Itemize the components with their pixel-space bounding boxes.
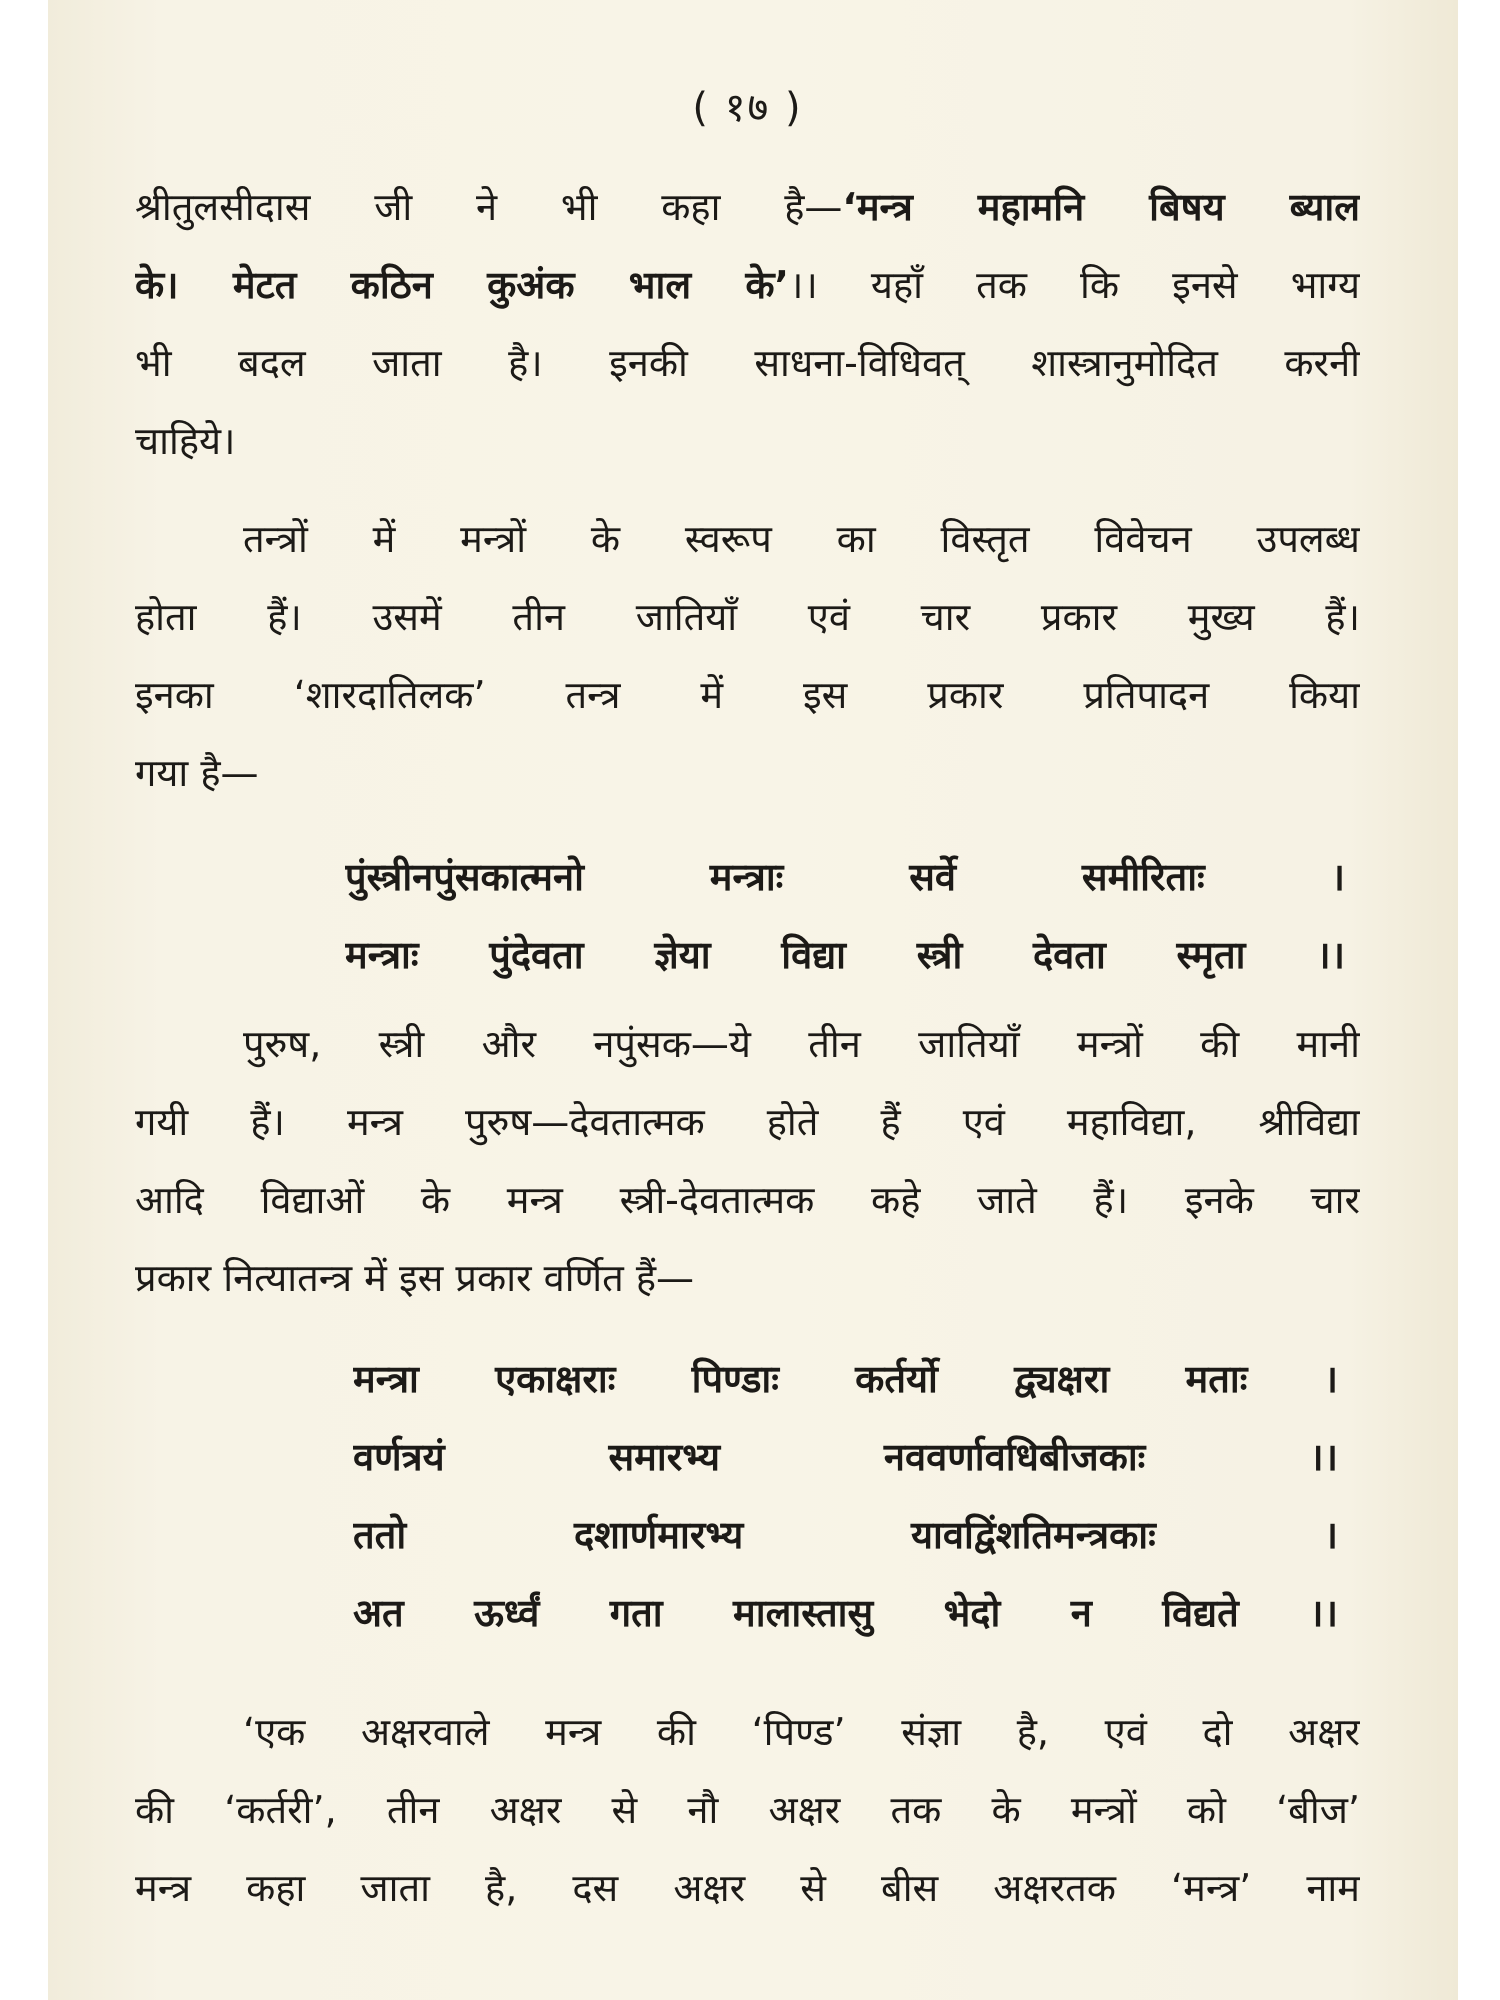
paragraph-pinda [135,1693,1360,1927]
text-run: ।। यहाँ तक कि इनसे भाग्य [788,263,1360,307]
verse-line: मन्त्राः पुंदेवता ज्ञेया विद्या स्त्री देवता स्मृता ।। [345,933,1345,977]
text-line [135,168,1360,246]
paragraph-tulsidas [135,168,1360,480]
text-line [135,246,1360,324]
text-line: मन्त्र कहा जाता है, दस अक्षर से बीस अक्षरतक ‘मन्त्र’ नाम [135,1866,1360,1910]
verse-nityatantra [353,1340,1338,1652]
verse-line: वर्णत्रयं समारभ्य नववर्णावधिबीजकाः ।। [353,1435,1338,1479]
text-line: इनका ‘शारदातिलक’ तन्त्र में इस प्रकार प्रतिपादन किया [135,673,1360,717]
text-line: ‘एक अक्षरवाले मन्त्र की ‘पिण्ड’ संज्ञा है, एवं दो अक्षर [243,1710,1360,1754]
quote-bold: ‘मन्त्र महामनि बिषय ब्याल [842,185,1360,229]
book-page [135,0,1360,2000]
page-number: ( १७ ) [692,85,803,131]
text-line: होता हैं। उसमें तीन जातियाँ एवं चार प्रकार मुख्य हैं। [135,595,1360,639]
verse-sharadatilak [345,838,1345,994]
verse-line: पुंस्त्रीनपुंसकात्मनो मन्त्राः सर्वे समीरिताः । [345,855,1345,899]
text-line: गयी हैं। मन्त्र पुरुष—देवतात्मक होते हैं एवं महाविद्या, श्रीविद्या [135,1100,1360,1144]
text-run: श्रीतुलसीदास जी ने भी कहा है— [135,185,843,229]
verse-line: अत ऊर्ध्वं गता मालास्तासु भेदो न विद्यते ।। [353,1591,1338,1635]
text-line: की ‘कर्तरी’, तीन अक्षर से नौ अक्षर तक के मन्त्रों को ‘बीज’ [135,1788,1360,1832]
text-line: भी बदल जाता है। इनकी साधना-विधिवत् शास्त्रानुमोदित करनी [135,341,1360,385]
paragraph-tantra [135,500,1360,812]
text-line: आदि विद्याओं के मन्त्र स्त्री-देवतात्मक कहे जाते हैं। इनके चार [135,1178,1360,1222]
quote-bold: के। मेटत कठिन कुअंक भाल के’ [135,263,789,307]
text-line: गया है— [135,751,259,795]
text-line: चाहिये। [135,419,236,463]
paragraph-jatiyan [135,1005,1360,1317]
text-line: तन्त्रों में मन्त्रों के स्वरूप का विस्तृत विवेचन उपलब्ध [243,517,1360,561]
verse-line: मन्त्रा एकाक्षराः पिण्डाः कर्तर्यो द्व्यक्षरा मताः । [353,1357,1338,1401]
text-line: पुरुष, स्त्री और नपुंसक—ये तीन जातियाँ मन्त्रों की मानी [243,1022,1360,1066]
verse-line: ततो दशार्णमारभ्य यावद्विंशतिमन्त्रकाः । [353,1513,1338,1557]
text-line: प्रकार नित्यातन्त्र में इस प्रकार वर्णित हैं— [135,1256,695,1300]
